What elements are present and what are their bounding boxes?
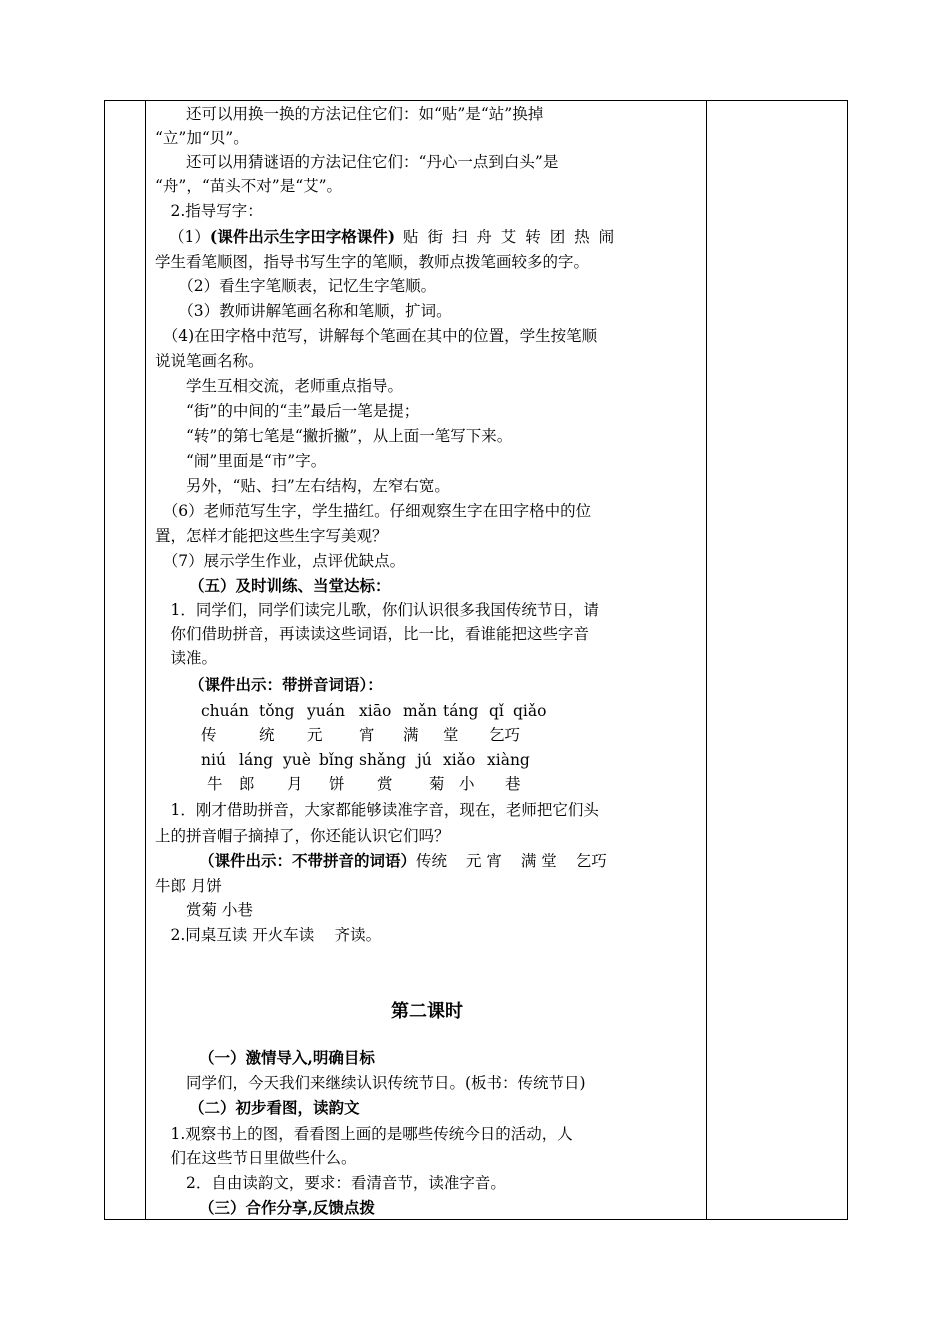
hanzi: 传 xyxy=(201,726,217,744)
text-line: 读准。 xyxy=(155,649,218,667)
courseware-nopinyin-line xyxy=(155,851,607,871)
text-line: 2.指导写字： xyxy=(155,202,263,220)
pinyin: láng xyxy=(239,751,274,769)
pinyin: yuán xyxy=(307,702,345,720)
pinyin: táng xyxy=(443,702,479,720)
pinyin: shǎng xyxy=(359,751,407,769)
writing-char: 转 xyxy=(525,228,541,246)
hanzi: 巷 xyxy=(505,775,521,793)
hanzi: 堂 xyxy=(443,726,459,744)
text-line: 牛郎 月饼 xyxy=(155,877,222,895)
writing-char: 热 xyxy=(574,228,590,246)
text-line: （6）老师范写生字，学生描红。仔细观察生字在田字格中的位 xyxy=(155,502,592,520)
text-line: （2）看生字笔顺表，记忆生字笔顺。 xyxy=(155,277,437,295)
text-line: 置，怎样才能把这些生字写美观？ xyxy=(155,527,388,545)
hanzi: 饼 xyxy=(329,775,345,793)
hanzi: 菊 xyxy=(429,775,445,793)
column-divider-1 xyxy=(145,101,146,1219)
word: 满 堂 xyxy=(520,852,557,870)
pinyin: xiāo xyxy=(359,702,392,720)
section-3-heading: （三）合作分享,反馈点拨 xyxy=(199,1198,375,1217)
pinyin: xiǎo xyxy=(443,751,476,769)
writing-char: 街 xyxy=(427,228,443,246)
hanzi: 郎 xyxy=(239,775,255,793)
hanzi: 牛 xyxy=(207,775,223,793)
text-line: 同学们，今天我们来继续认识传统节日。(板书：传统节日) xyxy=(155,1074,586,1092)
hanzi: 小 xyxy=(459,775,475,793)
hanzi: 月 xyxy=(287,775,303,793)
writing-char: 艾 xyxy=(500,228,517,246)
text-line: 2．自由读韵文，要求：看清音节，读准字音。 xyxy=(155,1174,506,1192)
section-1-heading: （一）激情导入,明确目标 xyxy=(199,1048,375,1067)
text-line: 学生看笔顺图，指导书写生字的笔顺，教师点拨笔画较多的字。 xyxy=(155,253,590,271)
text-line: （3）教师讲解笔画名称和笔顺，扩词。 xyxy=(155,302,452,320)
writing-char: 扫 xyxy=(451,228,468,246)
pinyin: mǎn xyxy=(403,702,437,720)
text-line: “转”的第七笔是“撇折撇”，从上面一笔写下来。 xyxy=(155,427,513,445)
text-line: 还可以用猜谜语的方法记住它们：“丹心一点到白头”是 xyxy=(155,153,559,171)
section-5-heading: （五）及时训练、当堂达标： xyxy=(189,576,391,595)
text-line: “街”的中间的“圭”最后一笔是提； xyxy=(155,402,420,420)
text-line: 1．刚才借助拼音，大家都能够读准字音，现在，老师把它们头 xyxy=(155,801,599,819)
pinyin: bǐng xyxy=(319,751,354,769)
text-line: 学生互相交流，老师重点指导。 xyxy=(155,377,404,395)
pinyin: tǒng xyxy=(259,702,295,720)
text-line: 上的拼音帽子摘掉了，你还能认识它们吗？ xyxy=(155,827,450,845)
text-line: （4)在田字格中范写，讲解每个笔画在其中的位置，学生按笔顺 xyxy=(155,327,598,345)
hanzi: 宵 xyxy=(359,726,375,744)
word: 传统 xyxy=(416,852,448,870)
pinyin: jú xyxy=(417,751,432,769)
pinyin: yuè xyxy=(283,751,311,769)
text-line: 另外，“贴、扫”左右结构，左窄右宽。 xyxy=(155,477,450,495)
hanzi: 赏 xyxy=(377,775,393,793)
hanzi: 统 xyxy=(259,726,275,744)
text-line: “舟”，“苗头不对”是“艾”。 xyxy=(155,177,343,195)
hanzi: 满 xyxy=(403,726,419,744)
section-2-heading: （二）初步看图，读韵文 xyxy=(189,1098,360,1117)
text-line: 说说笔画名称。 xyxy=(155,352,264,370)
text-line: 1．同学们，同学们读完儿歌，你们认识很多我国传统节日，请 xyxy=(155,601,599,619)
writing-char: 舟 xyxy=(476,228,492,246)
writing-guide-prefix: （1） xyxy=(169,228,210,246)
word: 乞巧 xyxy=(575,852,607,870)
writing-guide-line xyxy=(155,227,614,247)
pinyin: chuán xyxy=(201,702,249,720)
text-line: 们在这些节日里做些什么。 xyxy=(155,1149,357,1167)
text-line: “立”加“贝”。 xyxy=(155,129,249,147)
text-line: “闹”里面是“市”字。 xyxy=(155,452,327,470)
column-divider-2 xyxy=(706,101,707,1219)
text-line: 赏菊 小巷 xyxy=(155,901,253,919)
lesson-2-title: 第二课时 xyxy=(391,1001,463,1022)
pinyin: qǐ xyxy=(489,702,504,720)
text-line: 还可以用换一换的方法记住它们：如“贴”是“站”换掉 xyxy=(155,105,544,123)
pinyin: xiàng xyxy=(487,751,530,769)
pinyin: qiǎo xyxy=(513,702,547,720)
text-line: 你们借助拼音，再读读这些词语，比一比，看谁能把这些字音 xyxy=(155,625,590,643)
writing-char: 团 xyxy=(549,228,566,246)
text-line: （7）展示学生作业，点评优缺点。 xyxy=(155,552,406,570)
writing-char: 闹 xyxy=(598,228,615,246)
writing-guide-courseware: (课件出示生字田字格课件) xyxy=(209,227,396,246)
hanzi: 元 xyxy=(307,726,323,744)
pinyin: niú xyxy=(201,751,226,769)
writing-char: 贴 xyxy=(402,228,419,246)
word: 元 宵 xyxy=(465,852,502,870)
courseware-pinyin-label: （课件出示：带拼音词语）： xyxy=(189,675,383,694)
text-line: 1.观察书上的图，看看图上画的是哪些传统今日的活动，人 xyxy=(155,1125,573,1143)
courseware-nopinyin-label: （课件出示：不带拼音的词语） xyxy=(199,851,417,870)
hanzi: 乞巧 xyxy=(489,726,521,744)
text-line: 2.同桌互读 开火车读 齐读。 xyxy=(155,926,382,944)
